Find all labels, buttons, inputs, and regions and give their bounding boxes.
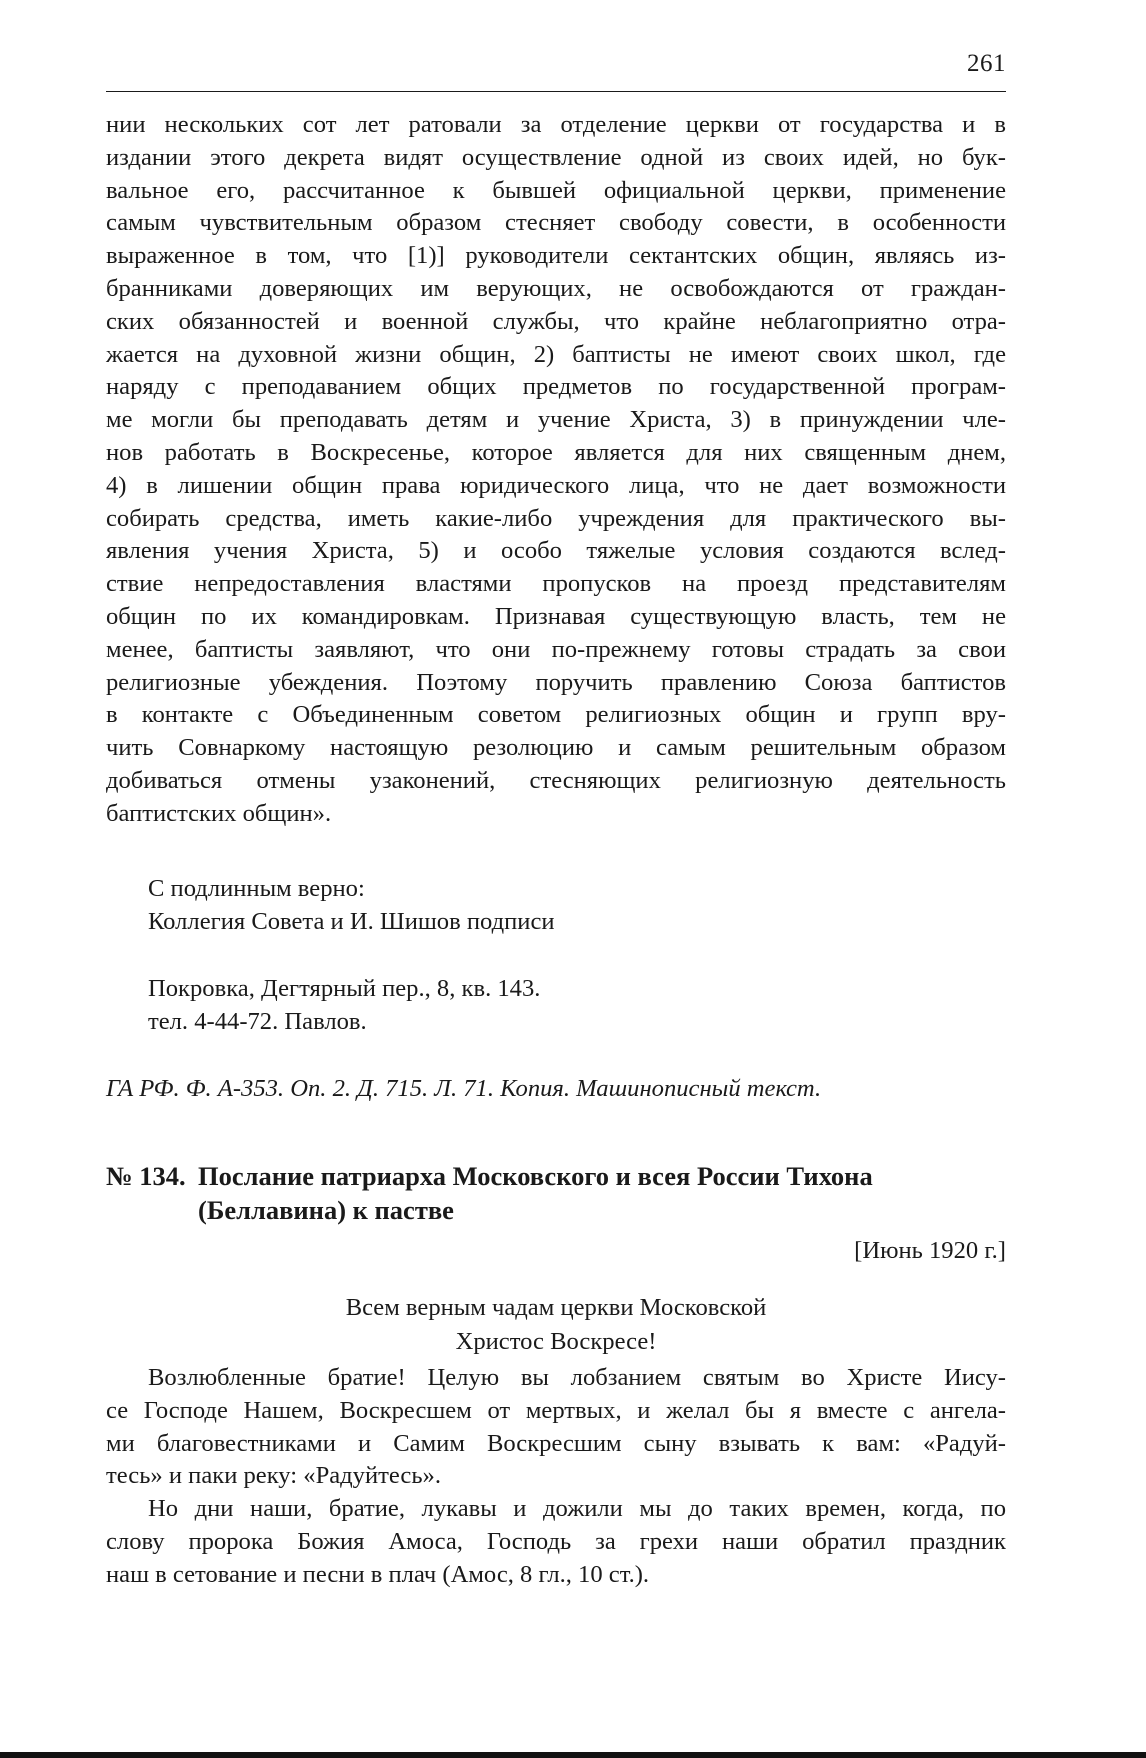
- paragraph-resolution-text: [106, 109, 1006, 831]
- address-line: Всем верным чадам церкви Московской: [345, 1294, 767, 1321]
- text-line: явления учения Христа, 5) и особо тяжелые условия создаются вслед-: [106, 537, 1006, 565]
- text-line: в контакте с Объединенным советом религиозных общин и групп вру-: [106, 701, 1006, 729]
- document-heading: [106, 1159, 1006, 1227]
- certification-signatures: Коллегия Совета и И. Шишов подписи: [148, 907, 555, 935]
- text-line: бранниками доверяющих им верующих, не освобождаются от граждан-: [106, 274, 1006, 302]
- text-line: се Господе Нашем, Воскресшем от мертвых, и желал бы я вместе с ангела-: [106, 1396, 1006, 1424]
- contact-block: [148, 973, 540, 1039]
- contact-address: Покровка, Дегтярный пер., 8, кв. 143.: [148, 975, 541, 1002]
- document-date: [Июнь 1920 г.]: [854, 1237, 1006, 1264]
- text-line: тесь» и паки реку: «Радуйтесь».: [106, 1462, 441, 1490]
- text-line: ских обязанностей и военной службы, что крайне неблагоприятно отра-: [106, 307, 1006, 335]
- text-line: вальное его, рассчитанное к бывшей официальной церкви, применение: [106, 176, 1006, 204]
- document-address: [106, 1291, 1006, 1358]
- bottom-edge-bar: [0, 1752, 1146, 1758]
- page-number: 261: [967, 50, 1006, 77]
- text-line: общин по их командировкам. Признавая существующую власть, тем не: [106, 602, 1006, 630]
- text-line: баптистских общин».: [106, 799, 332, 827]
- text-line: издании этого декрета видят осуществление одной из своих идей, но бук-: [106, 143, 1006, 171]
- text-line: наряду с преподаванием общих предметов по государственной програм-: [106, 373, 1006, 401]
- text-line: менее, баптисты заявляют, что они по-прежнему готовы страдать за свои: [106, 635, 1006, 663]
- certification-block: [148, 873, 555, 939]
- greeting-line: Христос Воскресе!: [455, 1327, 657, 1355]
- text-line: добиваться отмены узаконений, стесняющих религиозную деятельность: [106, 766, 1006, 794]
- document-title-part-1: Послание патриарха Московского и всея России Тихона: [198, 1161, 873, 1191]
- header-rule: [106, 91, 1006, 92]
- text-line: ствие непредоставления властями пропусков на проезд представителям: [106, 570, 1006, 598]
- text-line: нии нескольких сот лет ратовали за отделение церкви от государства и в: [106, 111, 1006, 138]
- text-line: ми благовестниками и Самим Воскресшим сыну взывать к вам: «Радуй-: [106, 1429, 1006, 1457]
- text-line: ме могли бы преподавать детям и учение Христа, 3) в принуждении чле-: [106, 406, 1006, 434]
- text-line: наш в сетование и песни в плач (Амос, 8 гл., 10 ст.).: [106, 1560, 650, 1588]
- document-number: № 134.: [106, 1161, 186, 1191]
- paragraph-lament: [106, 1493, 1006, 1591]
- epistle-body: [106, 1362, 1006, 1592]
- text-line: Но дни наши, братие, лукавы и дожили мы до таких времен, когда, по: [148, 1495, 1006, 1523]
- text-line: религиозные убеждения. Поэтому поручить правлению Союза баптистов: [106, 668, 1006, 696]
- text-line: самым чувствительным образом стесняет свободу совести, в особенности: [106, 209, 1006, 237]
- document-heading-line-1: [106, 1159, 1006, 1193]
- contact-phone: тел. 4-44-72. Павлов.: [148, 1007, 367, 1035]
- archive-reference: ГА РФ. Ф. А-353. Оп. 2. Д. 715. Л. 71. Копия. Машинописный текст.: [106, 1075, 822, 1102]
- text-line: выраженное в том, что [1)] руководители сектантских общин, являясь из-: [106, 242, 1006, 270]
- text-line: 4) в лишении общин права юридического лица, что не дает возможности: [106, 471, 1006, 499]
- text-line: жается на духовной жизни общин, 2) баптисты не имеют своих школ, где: [106, 340, 1006, 368]
- text-line: чить Совнаркому настоящую резолюцию и самым решительным образом: [106, 734, 1006, 762]
- document-title-part-2: (Беллавина) к пастве: [198, 1195, 454, 1225]
- text-line: собирать средства, иметь какие-либо учреждения для практического вы-: [106, 504, 1006, 532]
- text-line: Возлюбленные братие! Целую вы лобзанием святым во Христе Иису-: [148, 1364, 1006, 1391]
- paragraph-greeting: [106, 1362, 1006, 1493]
- certification-line: С подлинным верно:: [148, 875, 365, 902]
- text-line: слову пророка Божия Амоса, Господь за грехи наши обратил праздник: [106, 1527, 1006, 1555]
- text-line: нов работать в Воскресенье, которое является для них священным днем,: [106, 438, 1006, 466]
